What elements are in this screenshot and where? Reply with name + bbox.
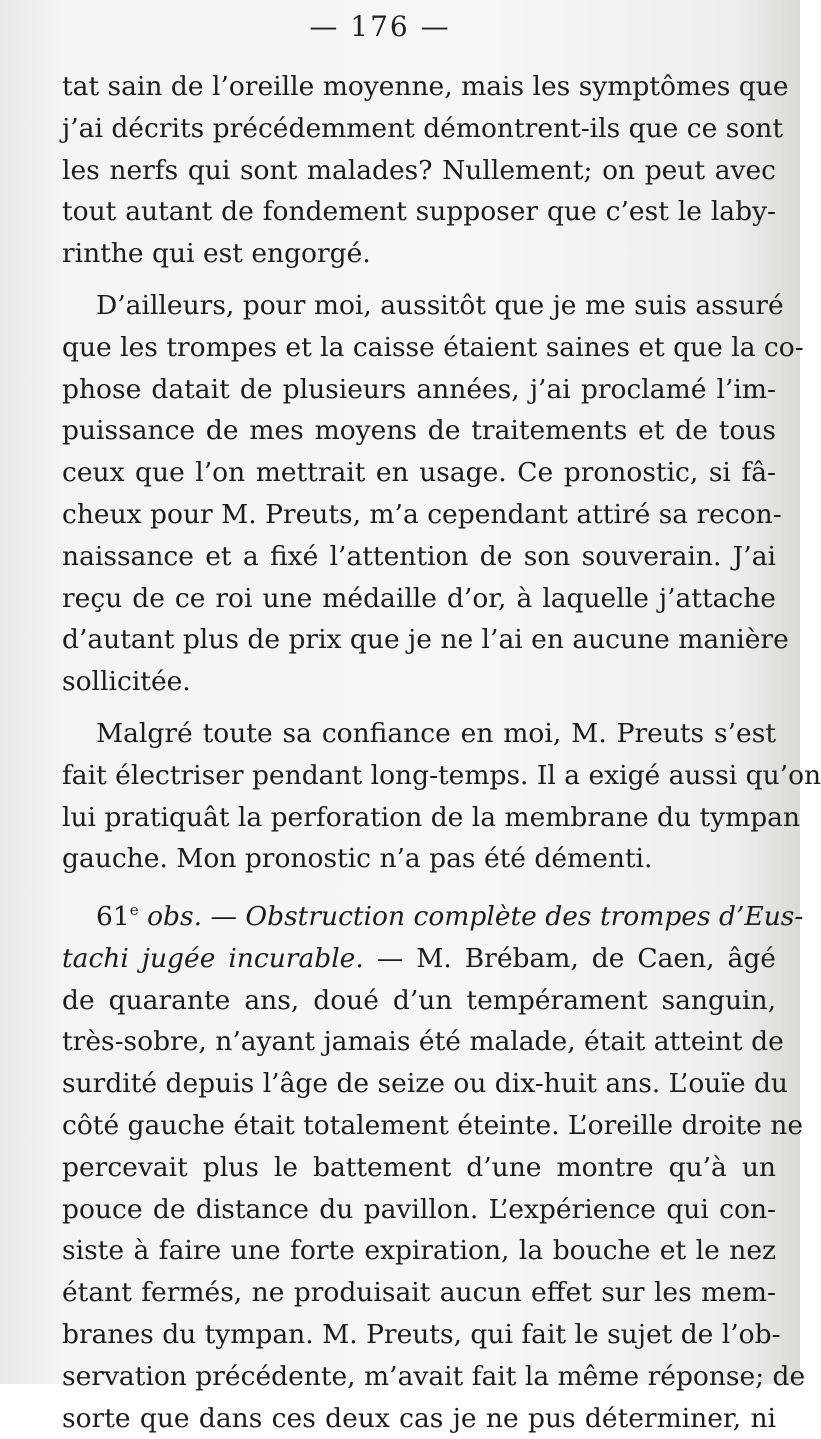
page-body bbox=[62, 66, 821, 1439]
observation-number: 61 bbox=[96, 900, 130, 932]
text-line: reçu de ce roi une médaille d’or, à laquelle j’attache bbox=[62, 582, 776, 614]
paragraph-1 bbox=[62, 66, 789, 275]
text-line: rinthe qui est engorgé. bbox=[62, 238, 371, 270]
observation-ordinal: e bbox=[129, 901, 139, 920]
text-line: ceux que l’on mettrait en usage. Ce pronostic, si fâ- bbox=[62, 457, 776, 489]
text-line: branes du tympan. M. Preuts, qui fait le sujet de l’ob- bbox=[62, 1318, 781, 1350]
text-line: j’ai décrits précédemment démontrent-ils que ce sont bbox=[62, 112, 783, 144]
text-line: surdité depuis l’âge de seize ou dix-huit ans. L’ouïe du bbox=[62, 1068, 788, 1100]
text-line: tout autant de fondement supposer que c’est le laby- bbox=[62, 196, 776, 228]
text-line: siste à faire une forte expiration, la bouche et le nez bbox=[62, 1235, 776, 1267]
text-line: de quarante ans, doué d’un tempérament sanguin, bbox=[62, 984, 776, 1016]
text-line: cheux pour M. Preuts, m’a cependant attiré sa recon- bbox=[62, 498, 782, 530]
observation-title-cont: tachi jugée incurable. bbox=[62, 942, 364, 974]
page-number: — 176 — bbox=[309, 10, 451, 43]
text-line: servation précédente, m’avait fait la même réponse; de bbox=[62, 1360, 806, 1392]
text-line: étant fermés, ne produisait aucun effet sur les mem- bbox=[62, 1277, 776, 1309]
observation-title-line bbox=[62, 938, 776, 980]
text-line: sollicitée. bbox=[62, 666, 191, 698]
text-line: gauche. Mon pronostic n’a pas été démenti. bbox=[62, 843, 653, 875]
text-line: fait électriser pendant long-temps. Il a exigé aussi qu’on bbox=[62, 759, 821, 791]
observation-subject: — M. Brébam, de Caen, âgé bbox=[376, 942, 776, 974]
observation-title: Obstruction complète des trompes d’Eus- bbox=[245, 900, 804, 932]
text-line: naissance et a fixé l’attention de son souverain. J’ai bbox=[62, 540, 776, 572]
paragraph-3 bbox=[62, 713, 821, 880]
text-line: pouce de distance du pavillon. L’expérience qui con- bbox=[62, 1193, 776, 1225]
text-line: que les trompes et la caisse étaient saines et que la co- bbox=[62, 331, 804, 363]
text-line: tat sain de l’oreille moyenne, mais les symptômes que bbox=[62, 71, 789, 102]
text-line: les nerfs qui sont malades? Nullement; on peut avec bbox=[62, 154, 776, 186]
text-line: phose datait de plusieurs années, j’ai proclamé l’im- bbox=[62, 373, 776, 405]
paragraph-2 bbox=[62, 285, 804, 703]
text-line: D’ailleurs, pour moi, aussitôt que je me suis assuré bbox=[96, 289, 784, 321]
text-line: lui pratiquât la perforation de la membrane du tympan bbox=[62, 801, 801, 833]
observation-dash: — bbox=[210, 900, 237, 932]
text-line: sorte que dans ces deux cas je ne pus déterminer, ni bbox=[62, 1402, 776, 1434]
paragraph-observation-61 bbox=[62, 890, 806, 1439]
text-line: côté gauche était totalement éteinte. L’oreille droite ne bbox=[62, 1109, 804, 1141]
text-line: puissance de mes moyens de traitements et de tous bbox=[62, 415, 776, 447]
observation-label: obs. bbox=[147, 900, 203, 932]
text-line: Malgré toute sa confiance en moi, M. Preuts s’est bbox=[96, 717, 776, 749]
text-line: percevait plus le battement d’une montre qu’à un bbox=[62, 1151, 776, 1183]
text-line: très-sobre, n’ayant jamais été malade, était atteint de bbox=[62, 1026, 784, 1058]
text-line: d’autant plus de prix que je ne l’ai en aucune manière bbox=[62, 624, 789, 656]
observation-heading-line bbox=[62, 890, 804, 938]
